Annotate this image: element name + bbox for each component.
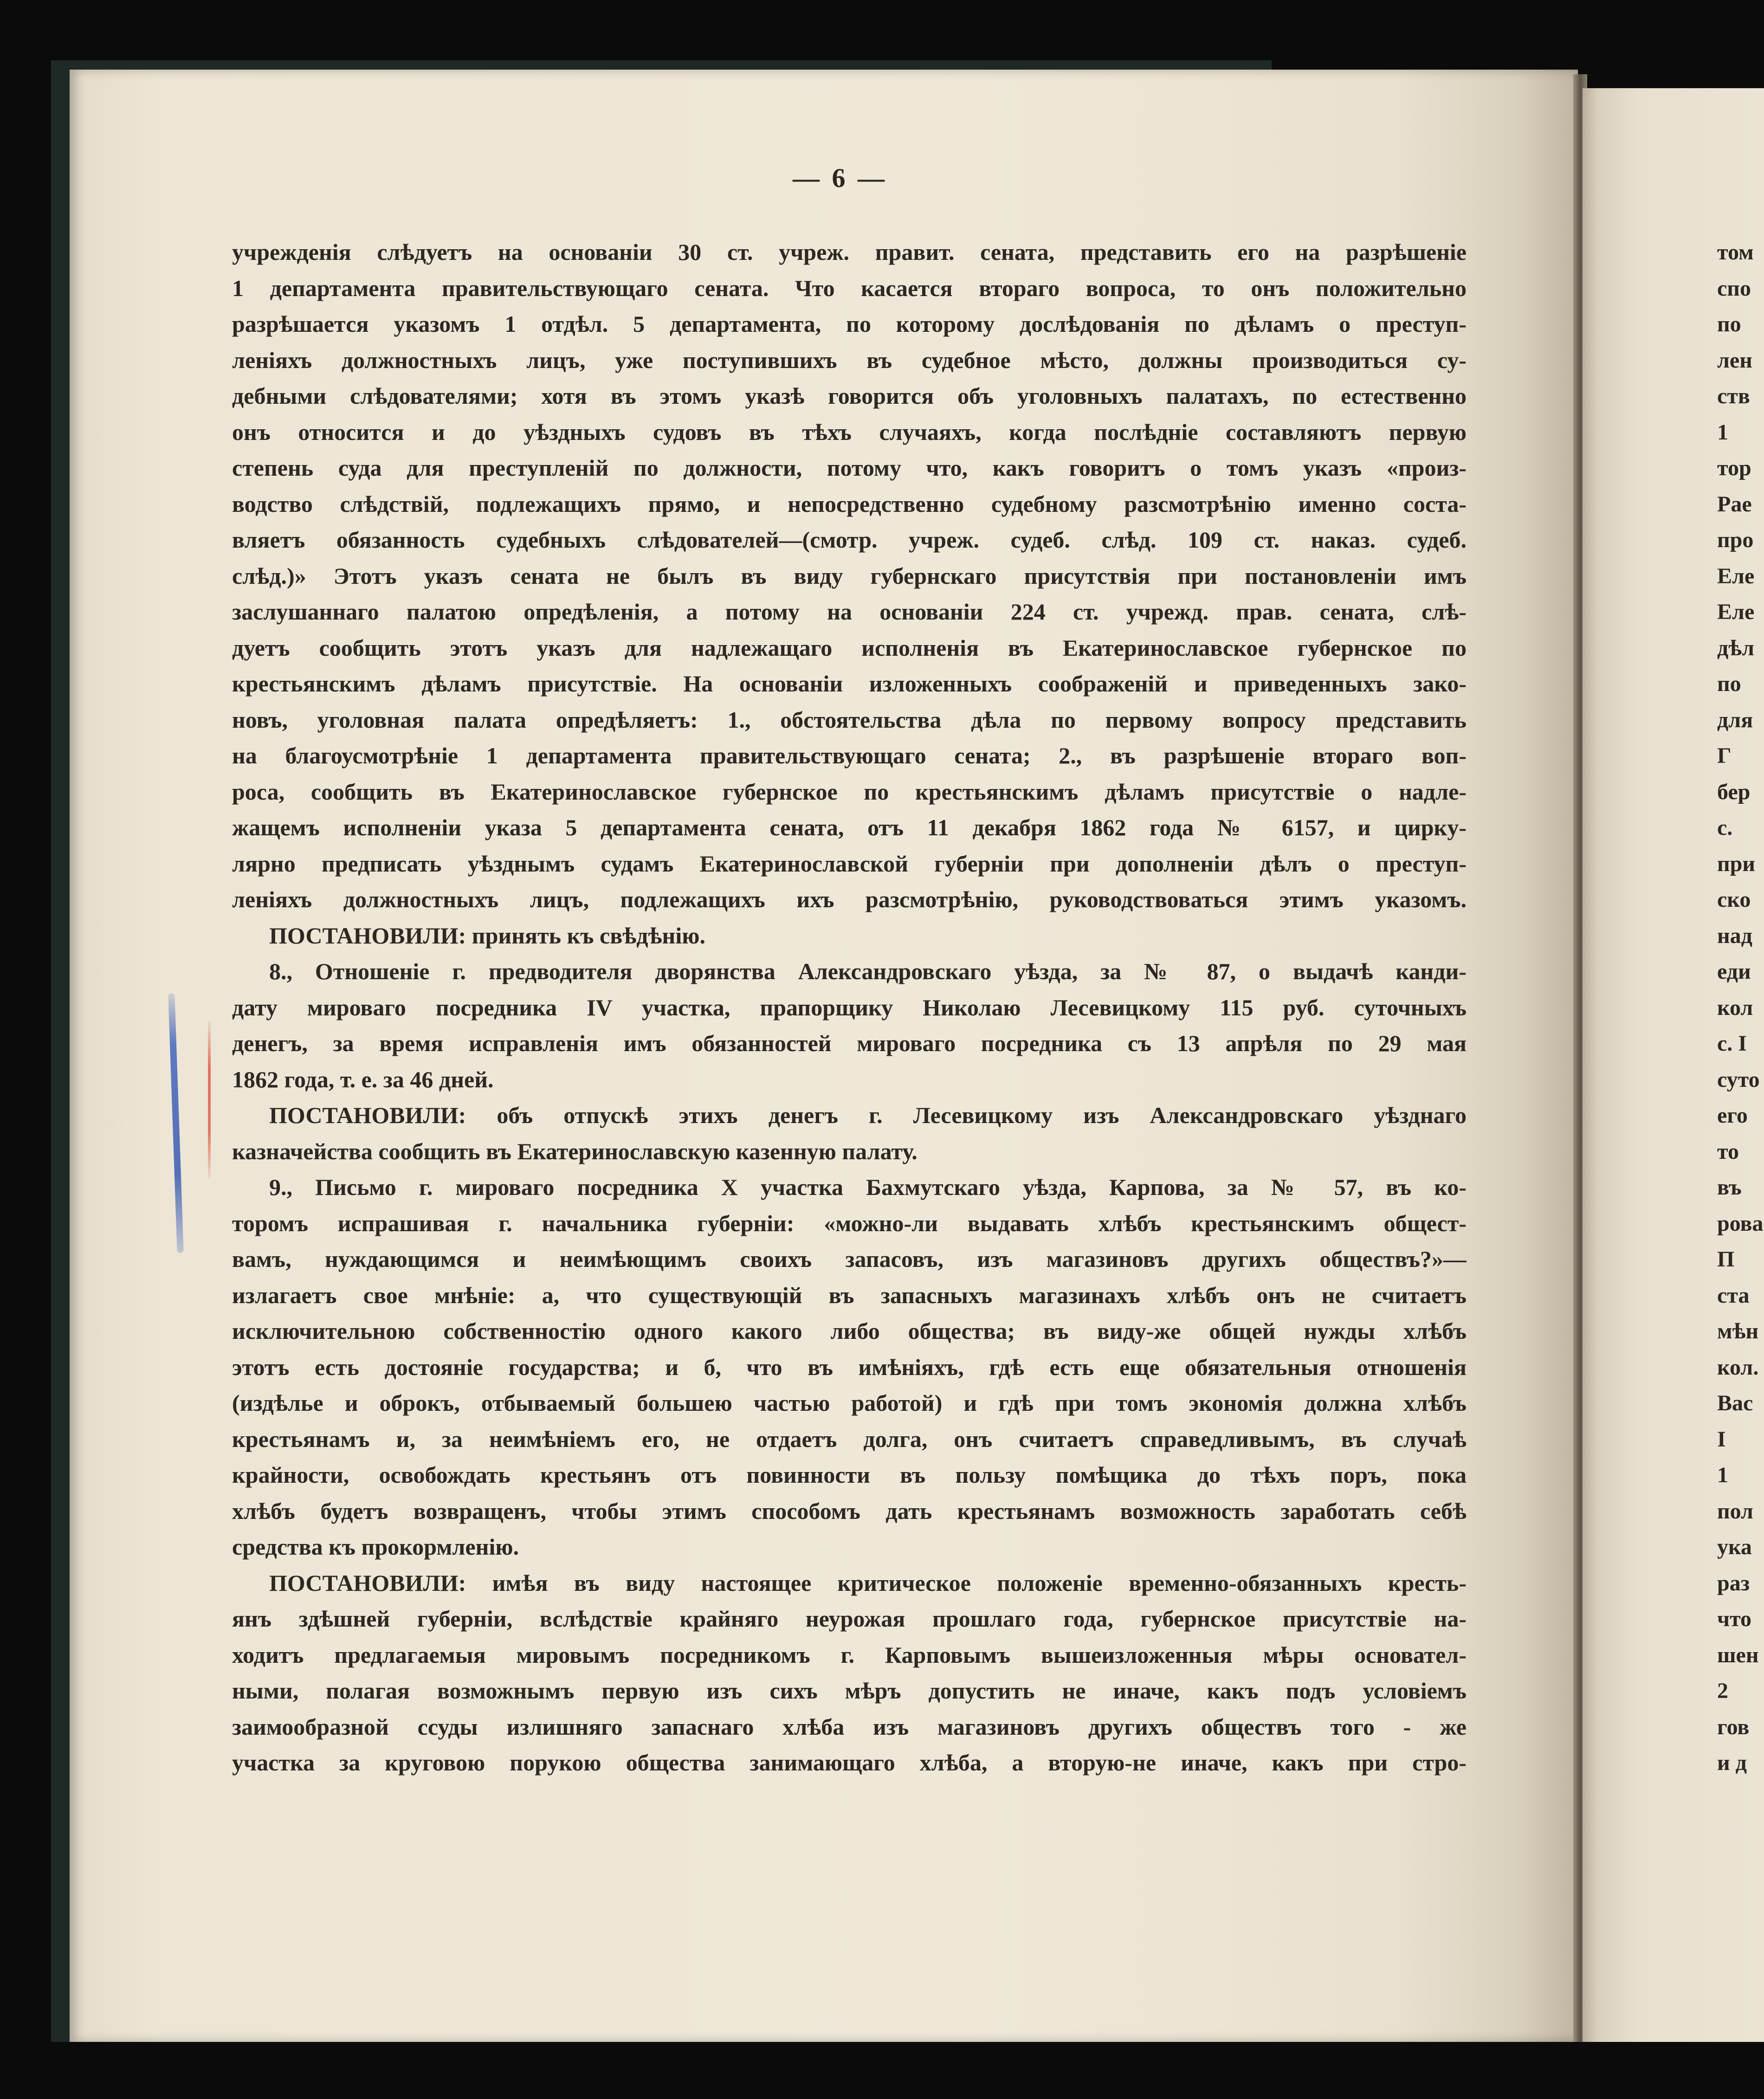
text-line: дату мироваго посредника IV участка, прапорщику Николаю Лесевицкому 115 руб. суточныхъ bbox=[232, 994, 1467, 1020]
right-page-fragment: по bbox=[1717, 672, 1741, 696]
text-line: дуетъ сообщить этотъ указъ для надлежащаго исполненія въ Екатеринославское губернское по bbox=[232, 634, 1467, 661]
text-line: крестьянскимъ дѣламъ присутствіе. На основаніи изложенныхъ соображеній и приведенныхъ зако- bbox=[232, 671, 1467, 697]
right-page-fragment: ско bbox=[1717, 887, 1751, 912]
right-page-fragment: Вас bbox=[1717, 1391, 1753, 1415]
right-page-fragment: по bbox=[1717, 312, 1741, 336]
right-page-fragment: для bbox=[1717, 707, 1753, 732]
text-line: 8., Отношеніе г. предводителя дворянства Александровскаго уѣзда, за № 87, о выдачѣ канди- bbox=[269, 958, 1467, 984]
right-page-fragment: спо bbox=[1717, 276, 1751, 301]
right-page-fragment: Рае bbox=[1717, 491, 1752, 517]
right-page-fragment: суто bbox=[1717, 1067, 1760, 1092]
text-line: на благоусмотрѣніе 1 департамента правительствующаго сената; 2., въ разрѣшеніе втораго воп- bbox=[232, 743, 1467, 769]
text-line: торомъ испрашивая г. начальника губерніи: «можно-ли выдавать хлѣбъ крестьянскимъ общест- bbox=[232, 1210, 1467, 1236]
right-page-fragment: лен bbox=[1717, 348, 1752, 373]
text-line: заслушаннаго палатою опредѣленія, а потому на основаніи 224 ст. учрежд. прав. сената, слѣ- bbox=[232, 599, 1467, 625]
right-page-fragment: 1 bbox=[1717, 420, 1728, 445]
text-line: денегъ, за время исправленія имъ обязанностей мироваго посредника съ 13 апрѣля по 29 мая bbox=[232, 1030, 1467, 1056]
page-number: — 6 — bbox=[793, 163, 887, 193]
right-page-fragment: гов bbox=[1717, 1714, 1750, 1739]
right-page-fragment: мѣн bbox=[1717, 1319, 1759, 1343]
right-page-fragment: ств bbox=[1717, 384, 1750, 408]
text-line: новъ, уголовная палата опредѣляетъ: 1., обстоятельства дѣла по первому вопросу представить bbox=[232, 706, 1467, 733]
right-page-fragment: въ bbox=[1717, 1175, 1742, 1200]
resolution-line: ПОСТАНОВИЛИ: объ отпускѣ этихъ денегъ г. Лесевицкому изъ Александровскаго уѣзднаго bbox=[269, 1102, 1467, 1128]
right-page-fragment: тор bbox=[1717, 456, 1751, 480]
text-line: водство слѣдствій, подлежащихъ прямо, и непосредственно судебному разсмотрѣнію именно соста- bbox=[232, 491, 1467, 517]
right-page-fragment: дѣл bbox=[1717, 635, 1755, 660]
right-page-fragment: кол. bbox=[1717, 1355, 1759, 1380]
right-page-fragment: П bbox=[1717, 1247, 1735, 1272]
text-line: крестьянамъ и, за неимѣніемъ его, не отдаетъ долга, онъ считаетъ справедливымъ, въ случаѣ bbox=[232, 1426, 1467, 1452]
text-line: янъ здѣшней губерніи, вслѣдствіе крайняго неурожая прошлаго года, губернское присутствіе на- bbox=[232, 1606, 1467, 1632]
text-line: вамъ, нуждающимся и неимѣющимъ своихъ запасовъ, изъ магазиновъ другихъ обществъ?»— bbox=[232, 1246, 1467, 1272]
text-line: этотъ есть достояніе государства; и б, что въ имѣніяхъ, гдѣ есть еще обязательныя отношенія bbox=[232, 1354, 1467, 1380]
text-line: слѣд.)» Этотъ указъ сената не былъ въ виду губернскаго присутствія при постановленіи имъ bbox=[232, 562, 1467, 589]
text-line: крайности, освобождать крестьянъ отъ повинности въ пользу помѣщика до тѣхъ поръ, пока bbox=[232, 1462, 1467, 1488]
right-page-fragment: и д bbox=[1717, 1750, 1747, 1775]
right-page-fragment: то bbox=[1717, 1139, 1739, 1164]
text-line: заимообразной ссуды излишняго запаснаго хлѣба изъ магазиновъ другихъ обществъ того - же bbox=[232, 1713, 1467, 1740]
right-page-fragment: 2 bbox=[1717, 1679, 1728, 1703]
resolution-line: ПОСТАНОВИЛИ: имѣя въ виду настоящее критическое положеніе временно-обязанныхъ кресть- bbox=[269, 1569, 1467, 1596]
text-line: ными, полагая возможнымъ первую изъ сихъ мѣръ допустить не иначе, какъ подъ условіемъ bbox=[232, 1678, 1467, 1704]
right-page-fragment: раз bbox=[1717, 1570, 1750, 1595]
right-page-fragment: что bbox=[1717, 1607, 1752, 1631]
text-line: 1 департамента правительствующаго сената. Что касается втораго вопроса, то онъ положительно bbox=[232, 275, 1467, 301]
text-line: ходитъ предлагаемыя мировымъ посредникомъ г. Карповымъ вышеизложенныя мѣры основател- bbox=[232, 1641, 1467, 1668]
right-page-fragment: 1 bbox=[1717, 1463, 1728, 1487]
right-page-fragment: Г bbox=[1717, 743, 1732, 768]
text-line: (издѣлье и оброкъ, отбываемый большею частью работой) и гдѣ при томъ экономія должна хлѣбъ bbox=[232, 1390, 1467, 1416]
right-page-fragment: I bbox=[1717, 1427, 1726, 1452]
text-line: леніяхъ должностныхъ лицъ, подлежащихъ ихъ разсмотрѣнію, руководствоваться этимъ указомъ. bbox=[232, 886, 1467, 912]
text-line: 9., Письмо г. мироваго посредника X участка Бахмутскаго уѣзда, Карпова, за № 57, въ ко- bbox=[269, 1174, 1467, 1200]
right-page-fragment: над bbox=[1717, 923, 1752, 948]
resolution-line: ПОСТАНОВИЛИ: принять къ свѣдѣнію. bbox=[269, 922, 705, 949]
text-line: степень суда для преступленій по должности, потому что, какъ говоритъ о томъ указъ «произ- bbox=[232, 455, 1467, 481]
text-line: участка за круговою порукою общества занимающаго хлѣба, а вторую-не иначе, какъ при стро- bbox=[232, 1750, 1467, 1776]
text-line: исключительною собственностію одного какого либо общества; въ виду-же общей нужды хлѣбъ bbox=[232, 1318, 1467, 1344]
right-page-fragment: при bbox=[1717, 851, 1756, 876]
text-line: дебными слѣдователями; хотя въ этомъ указѣ говорится объ уголовныхъ палатахъ, по естественно bbox=[232, 383, 1467, 409]
right-page-fragment: про bbox=[1717, 528, 1754, 552]
right-page-fragment: пол bbox=[1717, 1498, 1753, 1524]
right-page-fragment: Еле bbox=[1717, 600, 1755, 624]
text-line: учрежденія слѣдуетъ на основаніи 30 ст. учреж. правит. сената, представить его на разрѣшеніе bbox=[232, 239, 1467, 265]
right-page-fragment: рова bbox=[1717, 1211, 1764, 1236]
right-page-fragment: еди bbox=[1717, 959, 1751, 984]
page-text bbox=[232, 234, 1467, 1781]
right-page-fragment: его bbox=[1717, 1103, 1748, 1128]
text-line: казначейства сообщить въ Екатеринославскую казенную палату. bbox=[232, 1138, 918, 1164]
red-pencil-mark bbox=[208, 1021, 211, 1179]
text-line: средства къ прокормленію. bbox=[232, 1534, 519, 1560]
text-line: вляетъ обязанность судебныхъ слѣдователей—(смотр. учреж. судеб. слѣд. 109 ст. наказ. судеб. bbox=[232, 527, 1467, 553]
right-page-fragment: кол bbox=[1717, 995, 1753, 1020]
text-line: излагаетъ свое мнѣніе: а, что существующій въ запасныхъ магазинахъ хлѣбъ онъ не считаетъ bbox=[232, 1282, 1467, 1308]
right-page-fragment: ука bbox=[1717, 1535, 1752, 1559]
text-line: хлѣбъ будетъ возвращенъ, чтобы этимъ способомъ дать крестьянамъ возможность заработать себѣ bbox=[232, 1498, 1467, 1524]
right-page-fragment: с. bbox=[1717, 815, 1733, 840]
right-page-fragment: шен bbox=[1717, 1642, 1759, 1667]
right-page-fragment: Еле bbox=[1717, 563, 1755, 588]
right-page-fragment: бер bbox=[1717, 779, 1751, 804]
right-page-fragment: ста bbox=[1717, 1283, 1750, 1308]
right-page-fragment: том bbox=[1717, 240, 1754, 265]
right-page-fragment: с. I bbox=[1717, 1031, 1747, 1056]
text-line: 1862 года, т. е. за 46 дней. bbox=[232, 1066, 494, 1092]
text-line: роса, сообщить въ Екатеринославское губернское по крестьянскимъ дѣламъ присутствіе о надле- bbox=[232, 778, 1467, 805]
text-line: леніяхъ должностныхъ лицъ, уже поступившихъ въ судебное мѣсто, должны производиться су- bbox=[232, 347, 1467, 373]
text-line: разрѣшается указомъ 1 отдѣл. 5 департамента, по которому дослѣдованія по дѣламъ о преступ- bbox=[232, 311, 1467, 337]
text-line: онъ относится и до уѣздныхъ судовъ въ тѣхъ случаяхъ, когда послѣдніе составляютъ первую bbox=[232, 419, 1467, 445]
text-line: жащемъ исполненіи указа 5 департамента сената, отъ 11 декабря 1862 года № 6157, и циркy- bbox=[232, 814, 1467, 840]
text-line: лярно предписать уѣзднымъ судамъ Екатеринославской губерніи при дополненіи дѣлъ о преступ- bbox=[232, 850, 1467, 877]
